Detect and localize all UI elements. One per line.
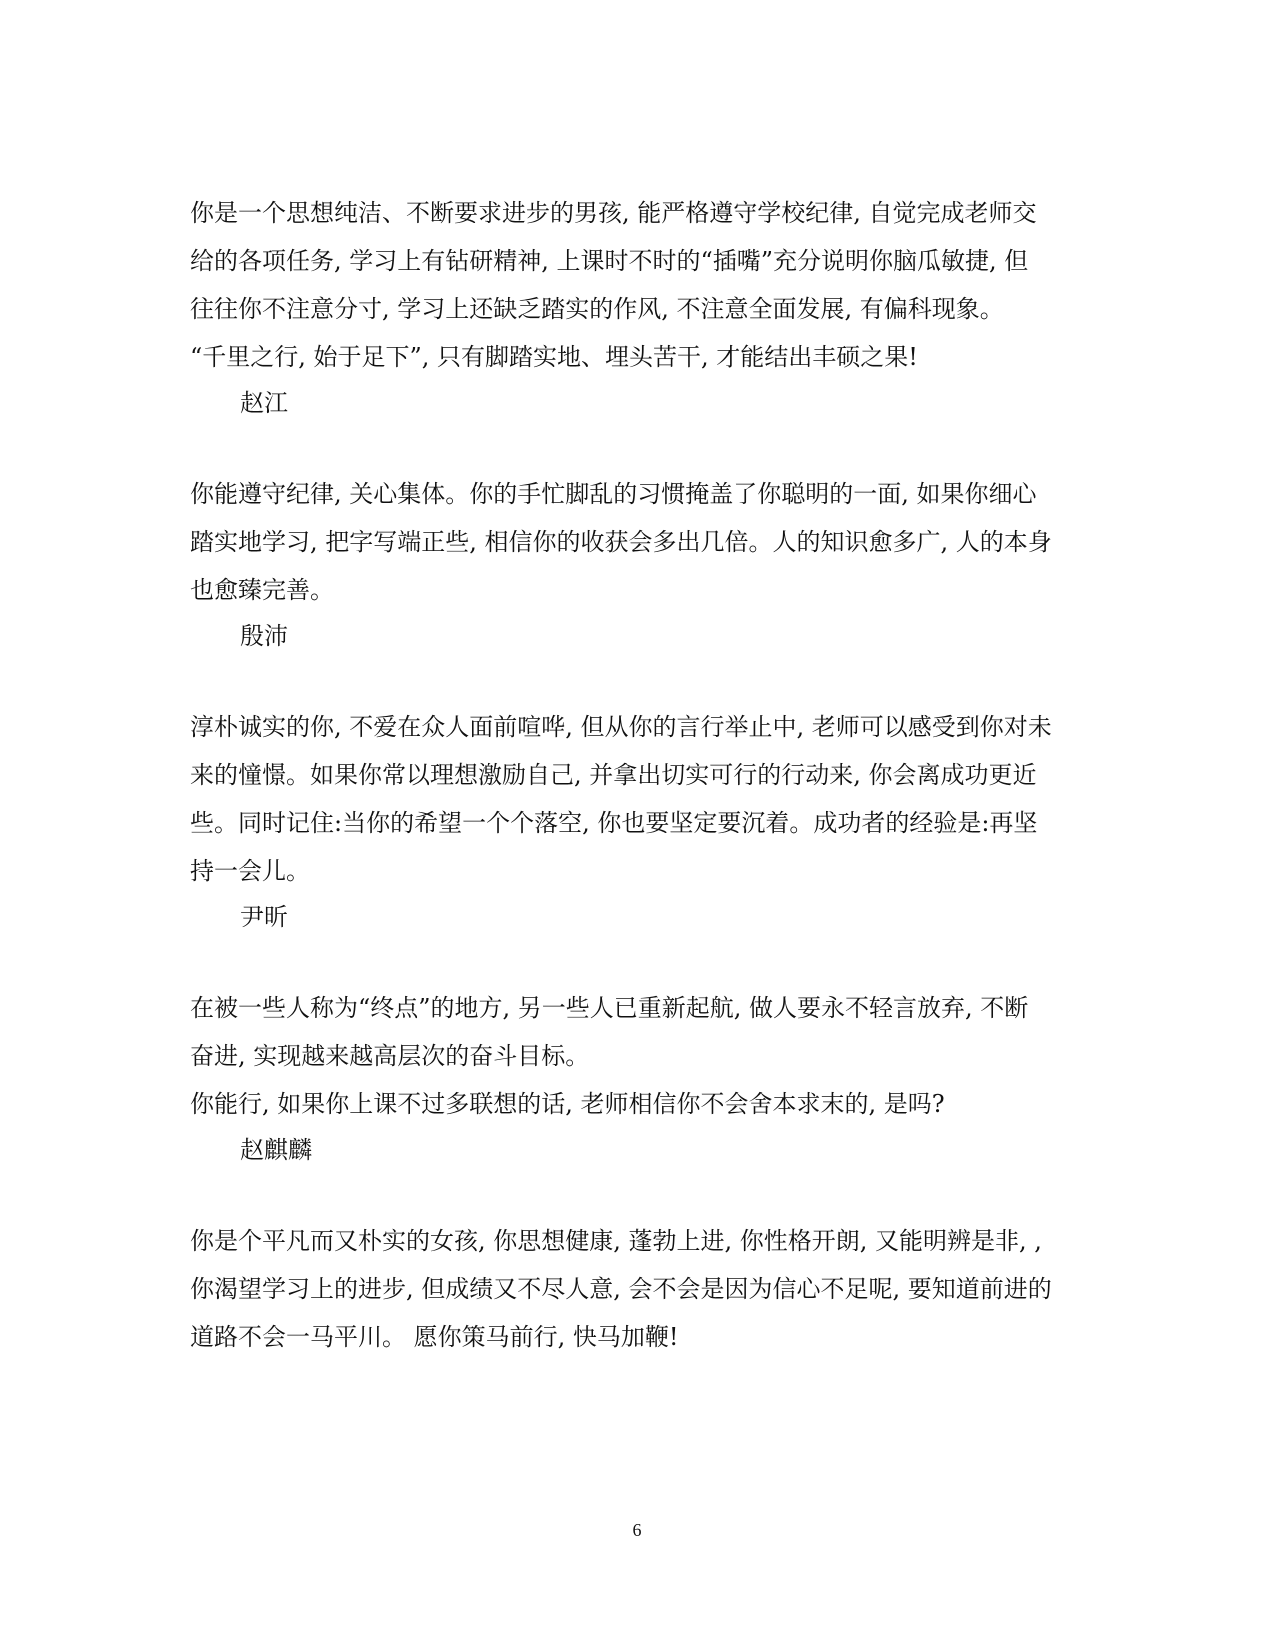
comment-4-signature: 赵麒麟 [240,1136,312,1164]
comment-2-line-2: 踏实地学习, 把字写端正些, 相信你的收获会多出几倍。人的知识愈多广, 人的本身 [190,528,1052,556]
comment-1-line-4: “千里之行, 始于足下”, 只有脚踏实地、埋头苦干, 才能结出丰硕之果! [190,343,918,371]
comment-5-line-2: 你渴望学习上的进步, 但成绩又不尽人意, 会不会是因为信心不足呢, 要知道前进的 [190,1275,1052,1303]
comment-5-line-3: 道路不会一马平川。 愿你策马前行, 快马加鞭! [190,1323,679,1351]
comment-3-line-3: 些。同时记住:当你的希望一个个落空, 你也要坚定要沉着。成功者的经验是:再坚 [190,809,1038,837]
comment-2-line-1: 你能遵守纪律, 关心集体。你的手忙脚乱的习惯掩盖了你聪明的一面, 如果你细心 [190,480,1037,508]
comment-4-line-2: 奋进, 实现越来越高层次的奋斗目标。 [190,1042,590,1070]
comment-3-signature: 尹昕 [240,903,288,931]
comment-4-line-1: 在被一些人称为“终点”的地方, 另一些人已重新起航, 做人要永不轻言放弃, 不断 [190,994,1029,1022]
comment-3-line-2: 来的憧憬。如果你常以理想激励自己, 并拿出切实可行的行动来, 你会离成功更近 [190,761,1037,789]
comment-1-line-1: 你是一个思想纯洁、不断要求进步的男孩, 能严格遵守学校纪律, 自觉完成老师交 [190,199,1037,227]
comment-5-line-1: 你是个平凡而又朴实的女孩, 你思想健康, 蓬勃上进, 你性格开朗, 又能明辨是非, , [190,1227,1042,1255]
comment-2-line-3: 也愈臻完善。 [190,576,334,604]
comment-1-signature: 赵江 [240,389,288,417]
comment-1-line-2: 给的各项任务, 学习上有钻研精神, 上课时不时的“插嘴”充分说明你脑瓜敏捷, 但 [190,247,1029,275]
comment-2-signature: 殷沛 [240,622,288,650]
comment-3-line-4: 持一会儿。 [190,857,310,885]
page-number: 6 [632,1520,642,1540]
comment-4-line-3: 你能行, 如果你上课不过多联想的话, 老师相信你不会舍本求末的, 是吗? [190,1090,945,1118]
comment-1-line-3: 往往你不注意分寸, 学习上还缺乏踏实的作风, 不注意全面发展, 有偏科现象。 [190,295,1004,323]
comment-3-line-1: 淳朴诚实的你, 不爱在众人面前喧哗, 但从你的言行举止中, 老师可以感受到你对未 [190,713,1052,741]
